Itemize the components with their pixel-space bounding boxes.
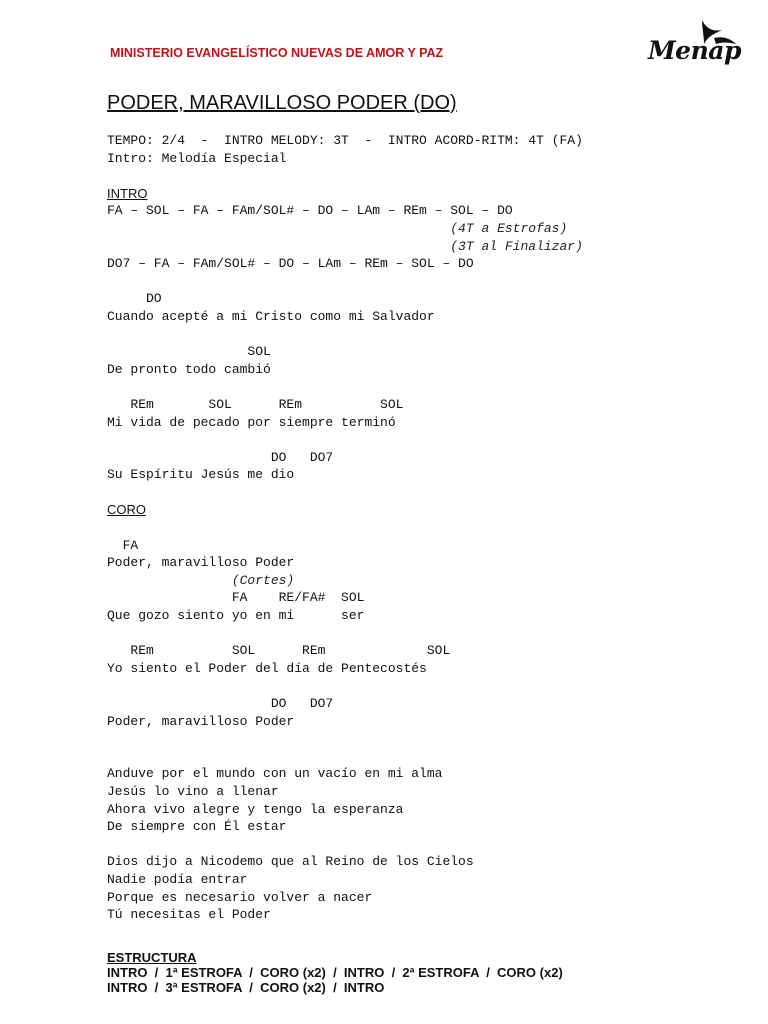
- chord-line: DO DO7: [107, 449, 334, 465]
- blank: [107, 730, 747, 748]
- intro-heading: INTRO: [107, 185, 148, 201]
- lyric-line: Porque es necesario volver a nacer: [107, 889, 373, 905]
- blank: [107, 625, 747, 643]
- tempo-line: TEMPO: 2/4 - INTRO MELODY: 3T - INTRO ACORD-RITM: 4T (FA): [107, 133, 583, 148]
- lyric-line: Ahora vivo alegre y tengo la esperanza: [107, 801, 404, 817]
- blank: [107, 519, 747, 537]
- blank: [107, 273, 747, 291]
- lyric-line: Poder, maravilloso Poder: [107, 713, 295, 729]
- intro-description: Intro: Melodía Especial: [107, 150, 287, 166]
- chord-line: FA RE/FA# SOL: [107, 590, 365, 606]
- blank: [107, 484, 747, 502]
- chorus-heading: CORO: [107, 502, 146, 518]
- intro-chords-1: FA – SOL – FA – FAm/SOL# – DO – LAm – REm – SOL – DO: [107, 203, 513, 219]
- blank: [107, 378, 747, 396]
- structure-row-2: INTRO / 3ª ESTROFA / CORO (x2) / INTRO: [107, 980, 385, 995]
- blank: [107, 431, 747, 449]
- chord-line: DO: [107, 291, 162, 307]
- lyric-line: Cuando acepté a mi Cristo como mi Salvador: [107, 308, 435, 324]
- chord-line: FA: [107, 537, 139, 553]
- ministry-name: MINISTERIO EVANGELÍSTICO NUEVAS DE AMOR Y PAZ: [110, 46, 444, 60]
- chord-line: REm SOL REm SOL: [107, 396, 404, 412]
- song-sheet: [107, 132, 747, 924]
- lyric-line: Yo siento el Poder del día de Pentecostés: [107, 660, 427, 676]
- menap-logo: [642, 18, 742, 70]
- lyric-line: Anduve por el mundo con un vacío en mi alma: [107, 766, 443, 782]
- chord-line: REm SOL REm SOL: [107, 643, 451, 659]
- structure-row-1: INTRO / 1ª ESTROFA / CORO (x2) / INTRO / 2ª ESTROFA / CORO (x2): [107, 965, 563, 980]
- structure-heading: ESTRUCTURA: [107, 950, 197, 965]
- structure-block: [107, 950, 563, 995]
- song-title: PODER, MARAVILLOSO PODER (DO): [107, 92, 457, 114]
- intro-chords-2: DO7 – FA – FAm/SOL# – DO – LAm – REm – SOL – DO: [107, 256, 474, 272]
- lyric-line: De siempre con Él estar: [107, 819, 287, 835]
- lyric-line: Tú necesitas el Poder: [107, 907, 271, 923]
- chord-line: SOL: [107, 344, 271, 360]
- blank: [107, 326, 747, 344]
- lyric-line: Su Espíritu Jesús me dio: [107, 467, 295, 483]
- blank: [107, 748, 747, 766]
- lyric-line: Mi vida de pecado por siempre terminó: [107, 414, 396, 430]
- blank: [107, 836, 747, 854]
- lyric-line: Poder, maravilloso Poder: [107, 555, 295, 571]
- lyric-line: Nadie podía entrar: [107, 871, 248, 887]
- chorus-note: (Cortes): [107, 572, 295, 588]
- lyric-line: Dios dijo a Nicodemo que al Reino de los Cielos: [107, 854, 474, 870]
- lyric-line: Jesús lo vino a llenar: [107, 783, 279, 799]
- intro-note-2: (3T al Finalizar): [107, 238, 583, 254]
- blank: [107, 167, 747, 185]
- blank: [107, 677, 747, 695]
- lyric-line: Que gozo siento yo en mi ser: [107, 608, 365, 624]
- logo-text: Menap: [648, 36, 741, 65]
- lyric-line: De pronto todo cambió: [107, 361, 271, 377]
- intro-note-1: (4T a Estrofas): [107, 220, 568, 236]
- chord-line: DO DO7: [107, 696, 334, 711]
